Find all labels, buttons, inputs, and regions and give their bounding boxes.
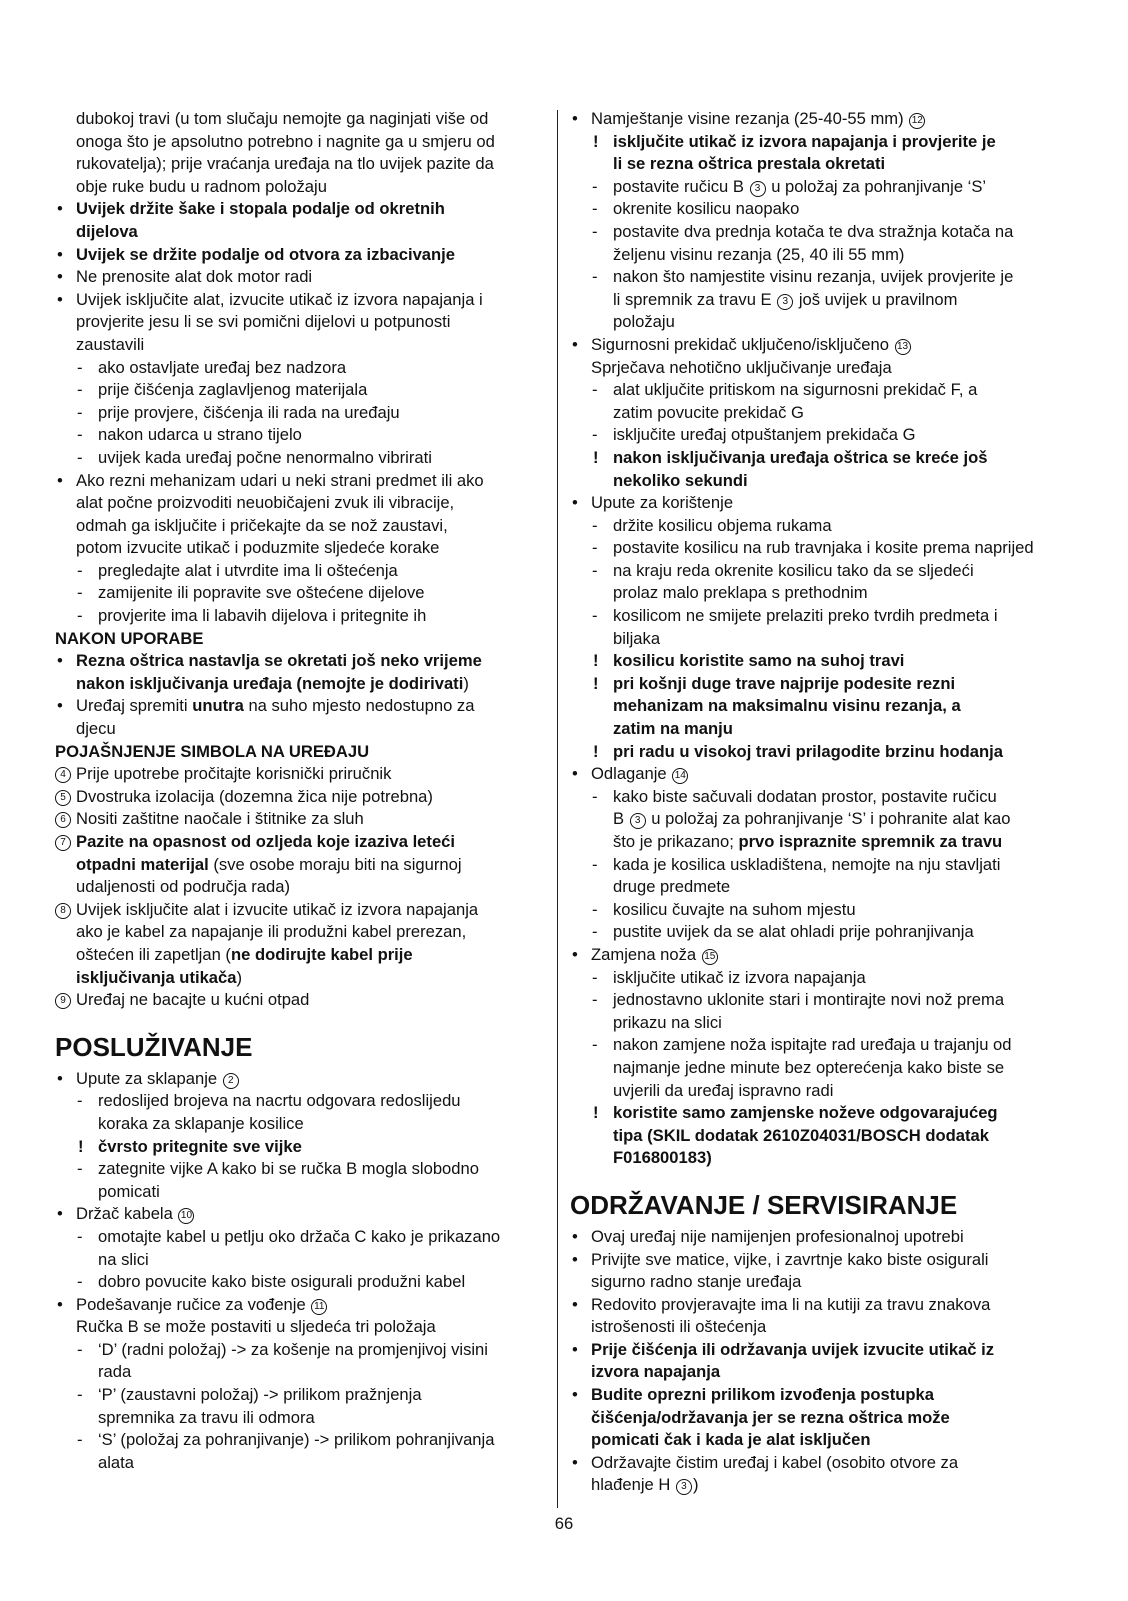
text-run: )	[463, 673, 469, 693]
dash-item-continued	[570, 695, 1078, 718]
dash-item	[55, 402, 545, 425]
text-run: spremnika za travu ili odmora	[98, 1407, 315, 1427]
warning-item	[570, 447, 1078, 470]
bullet-item	[55, 1203, 545, 1226]
text-run: zatim na manju	[613, 719, 733, 739]
text-run: rukovatelja); prije vraćanja uređaja na tlo uvijek pazite da	[76, 154, 494, 174]
dash-item-continued	[570, 1080, 1078, 1103]
text-run: zamijenite ili popravite sve oštećene dijelove	[98, 583, 425, 603]
figure-reference-icon: 12	[909, 113, 925, 129]
text-run: ako ostavljate uređaj bez nadzora	[98, 357, 347, 377]
symbol-item	[55, 899, 545, 922]
bullet-item	[55, 266, 545, 289]
dash-item	[570, 605, 1078, 628]
bullet-item	[570, 1226, 1078, 1249]
text-run: pomicati čak i kada je alat isključen	[591, 1430, 871, 1450]
text-line	[55, 153, 545, 176]
text-run: li se rezna oštrica prestala okretati	[613, 154, 886, 174]
dash-item	[570, 899, 1078, 922]
figure-reference-icon: 10	[178, 1208, 194, 1224]
text-run: Namještanje visine rezanja (25-40-55 mm)	[591, 109, 909, 128]
dash-item-continued	[570, 1147, 1078, 1170]
text-run: na slici	[98, 1249, 149, 1269]
text-run: Ovaj uređaj nije namijenjen profesionalnoj upotrebi	[591, 1226, 964, 1246]
dash-item	[55, 447, 545, 470]
left-column	[55, 108, 545, 1474]
text-run: Redovito provjeravajte ima li na kutiji za travu znakova	[591, 1294, 991, 1314]
text-line	[55, 334, 545, 357]
dash-item-continued	[570, 289, 1078, 312]
dash-item-continued	[55, 1452, 545, 1475]
text-line	[55, 673, 545, 696]
text-run: pregledajte alat i utvrdite ima li oštećenja	[98, 560, 398, 580]
bullet-item	[570, 1339, 1078, 1362]
dash-item	[570, 921, 1078, 944]
text-run: Nositi zaštitne naočale i štitnike za sluh	[76, 809, 364, 829]
dash-item-continued	[55, 1407, 545, 1430]
text-line	[55, 718, 545, 741]
text-run: Pazite na opasnost od ozljeda koje izaziva leteći	[76, 832, 456, 851]
text-run: potom izvucite utikač i poduzmite sljedeće korake	[76, 538, 440, 558]
text-line	[570, 1474, 1078, 1497]
warning-item	[570, 1102, 1078, 1125]
text-line	[570, 1429, 1078, 1452]
dash-item	[570, 786, 1078, 809]
text-run: Budite oprezni prilikom izvođenja postupka	[591, 1385, 934, 1405]
text-run: ‘D’ (radni položaj) -> za košenje na promjenjivoj visini	[98, 1339, 488, 1359]
dash-item-continued	[570, 808, 1078, 831]
dash-item	[570, 379, 1078, 402]
dash-item-continued	[570, 244, 1078, 267]
text-run: onoga što je apsolutno potrebno i nagnite ga u smjeru od	[76, 131, 495, 151]
text-run: na kraju reda okrenite kosilicu tako da se sljedeći	[613, 560, 974, 580]
text-run: Prije čišćenja ili održavanja uvijek izvucite utikač iz	[591, 1339, 995, 1359]
text-run: Sprječava nehotično uključivanje uređaja	[591, 357, 892, 377]
dash-item	[570, 560, 1078, 583]
bullet-item	[570, 108, 1078, 131]
dash-item	[55, 1384, 545, 1407]
text-line	[55, 537, 545, 560]
text-run: tipa (SKIL dodatak 2610Z04031/BOSCH dodatak	[613, 1125, 989, 1145]
text-run: prije provjere, čišćenja ili rada na uređaju	[98, 402, 400, 422]
text-run: prvo ispraznite spremnik za travu	[738, 832, 1003, 851]
text-run: Održavajte čistim uređaj i kabel (osobito otvore za	[591, 1452, 959, 1472]
text-line	[570, 1316, 1078, 1339]
text-run: na suho mjesto nedostupno za	[243, 696, 475, 716]
dash-item-continued	[570, 153, 1078, 176]
text-run: pri radu u visokoj travi prilagodite brzinu hodanja	[613, 741, 1004, 761]
text-run: koristite samo zamjenske noževe odgovarajućeg	[613, 1103, 998, 1123]
text-run: ako je kabel za napajanje ili produžni kabel prerezan,	[76, 922, 467, 942]
symbol-item	[55, 808, 545, 831]
text-run: kosilicu čuvajte na suhom mjestu	[613, 899, 856, 919]
figure-reference-icon: 3	[750, 181, 766, 197]
warning-item	[570, 673, 1078, 696]
dash-item	[55, 1090, 545, 1113]
warning-item	[55, 1136, 545, 1159]
dash-item	[55, 424, 545, 447]
text-run: dijelova	[76, 221, 138, 241]
text-line	[55, 967, 545, 990]
figure-reference-icon: 11	[311, 1299, 327, 1315]
text-run: )	[236, 967, 243, 987]
text-run: Upute za sklapanje	[76, 1068, 222, 1088]
dash-item	[55, 1158, 545, 1181]
dash-item	[570, 1034, 1078, 1057]
text-run: Sigurnosni prekidač uključeno/isključeno	[591, 334, 894, 354]
text-line	[55, 176, 545, 199]
dash-item	[55, 357, 545, 380]
text-run: provjerite jesu li se svi pomični dijelovi u potpunosti	[76, 312, 451, 332]
text-line	[55, 854, 545, 877]
text-line	[55, 921, 545, 944]
text-run: jednostavno uklonite stari i montirajte novi nož prema	[613, 990, 1005, 1010]
text-run: nekoliko sekundi	[613, 470, 748, 490]
text-run: nakon isključivanja uređaja (nemojte je dodirivati	[76, 673, 464, 693]
text-run: Ne prenosite alat dok motor radi	[76, 267, 313, 287]
text-run: Uređaj spremiti	[76, 696, 193, 716]
text-run: pomicati	[98, 1181, 160, 1201]
text-run: okrenite kosilicu naopako	[613, 199, 800, 219]
text-run: Uvijek isključite alat i izvucite utikač iz izvora napajanja	[76, 899, 479, 919]
text-run: isključivanja utikača	[76, 967, 237, 987]
bullet-item	[55, 244, 545, 267]
text-run: druge predmete	[613, 877, 731, 897]
text-run: isključite uređaj otpuštanjem prekidača G	[613, 425, 916, 445]
bullet-item	[55, 198, 545, 221]
page-number: 66	[554, 1514, 574, 1533]
symbol-item	[55, 786, 545, 809]
bullet-item	[55, 1294, 545, 1317]
text-line	[570, 1361, 1078, 1384]
symbol-number-icon: 8	[55, 903, 71, 919]
dash-item-continued	[55, 1249, 545, 1272]
dash-item	[55, 605, 545, 628]
text-run: u položaj za pohranjivanje ‘S’ i pohranite alat kao	[646, 809, 1011, 829]
chapter-heading	[55, 1032, 545, 1062]
text-run: F016800183)	[613, 1148, 712, 1168]
dash-item	[570, 221, 1078, 244]
text-line	[570, 1271, 1078, 1294]
symbol-item	[55, 989, 545, 1012]
text-run: Zamjena noža	[591, 944, 701, 964]
text-run: alata	[98, 1452, 134, 1472]
text-run: Uvijek se držite podalje od otvora za izbacivanje	[76, 244, 456, 264]
text-run: sigurno radno stanje uređaja	[591, 1272, 802, 1292]
symbol-number-icon: 7	[55, 835, 71, 851]
text-run: obje ruke budu u radnom položaju	[76, 176, 327, 196]
text-line	[570, 1407, 1078, 1430]
dash-item	[55, 1339, 545, 1362]
warning-item	[570, 131, 1078, 154]
text-run: Odlaganje	[591, 764, 672, 784]
figure-reference-icon: 3	[676, 1479, 692, 1495]
text-run: čišćenja/održavanja jer se rezna oštrica može	[591, 1407, 950, 1427]
dash-item-continued	[570, 718, 1078, 741]
text-run: položaju	[613, 312, 675, 332]
section-heading	[55, 741, 545, 764]
text-run: pustite uvijek da se alat ohladi prije pohranjivanja	[613, 922, 974, 942]
text-line	[55, 944, 545, 967]
symbol-number-icon: 5	[55, 790, 71, 806]
text-run: zatim povucite prekidač G	[613, 402, 804, 422]
text-line	[55, 492, 545, 515]
text-run: djecu	[76, 719, 116, 739]
bullet-item	[55, 650, 545, 673]
bullet-item	[570, 1249, 1078, 1272]
bullet-item	[570, 1452, 1078, 1475]
text-run: postavite dva prednja kotača te dva stražnja kotača na	[613, 221, 1014, 241]
figure-reference-icon: 15	[702, 949, 718, 965]
figure-reference-icon: 14	[672, 768, 688, 784]
text-run: zategnite vijke A kako bi se ručka B mogla slobodno	[98, 1159, 479, 1179]
dash-item	[570, 424, 1078, 447]
text-run: Uvijek isključite alat, izvucite utikač iz izvora napajanja i	[76, 289, 483, 309]
text-run: POSLUŽIVANJE	[55, 1031, 253, 1062]
chapter-heading	[570, 1190, 1078, 1220]
dash-item	[55, 1429, 545, 1452]
text-run: oštećen ili zapetljan (	[76, 944, 231, 964]
text-run: hlađenje H	[591, 1475, 675, 1495]
text-run: Držač kabela	[76, 1204, 178, 1224]
text-run: (sve osobe moraju biti na sigurnoj	[208, 854, 462, 874]
text-run: uvijek kada uređaj počne nenormalno vibrirati	[98, 447, 432, 467]
text-run: Uređaj ne bacajte u kućni otpad	[76, 990, 310, 1010]
text-run: udaljenosti od područja rada)	[76, 877, 291, 897]
text-run: odmah ga isključite i pričekajte da se nož zaustavi,	[76, 515, 448, 535]
text-run: istrošenosti ili oštećenja	[591, 1317, 767, 1337]
dash-item	[570, 176, 1078, 199]
symbol-item	[55, 763, 545, 786]
text-run: pri košnji duge trave najprije podesite rezni	[613, 673, 956, 693]
dash-item	[570, 989, 1078, 1012]
text-run: čvrsto pritegnite sve vijke	[98, 1136, 302, 1156]
text-run: u položaj za pohranjivanje ‘S’	[766, 176, 987, 196]
dash-item	[55, 379, 545, 402]
symbol-number-icon: 4	[55, 767, 71, 783]
text-run: alat počne proizvoditi neuobičajeni zvuk ili vibracije,	[76, 493, 455, 513]
text-run: ODRŽAVANJE / SERVISIRANJE	[570, 1189, 958, 1220]
section-heading	[55, 628, 545, 651]
dash-item	[570, 515, 1078, 538]
text-line	[55, 108, 545, 131]
warning-item	[570, 650, 1078, 673]
text-run: ne dodirujte kabel prije	[230, 944, 413, 964]
dash-item	[570, 266, 1078, 289]
text-line	[570, 357, 1078, 380]
bullet-item	[55, 695, 545, 718]
dash-item-continued	[570, 1125, 1078, 1148]
bullet-item	[55, 1068, 545, 1091]
text-run: rada	[98, 1362, 132, 1382]
text-run: nakon što namjestite visinu rezanja, uvijek provjerite je	[613, 267, 1014, 287]
text-run: Prije upotrebe pročitajte korisnički priručnik	[76, 764, 392, 784]
text-run: li spremnik za travu E	[613, 289, 777, 309]
text-run: prikazu na slici	[613, 1012, 722, 1032]
text-run: uvjerili da uređaj ispravno radi	[613, 1080, 834, 1100]
text-run: dobro povucite kako biste osigurali produžni kabel	[98, 1272, 466, 1292]
text-run: Rezna oštrica nastavlja se okretati još neko vrijeme	[76, 651, 482, 671]
text-run: redoslijed brojeva na nacrtu odgovara redoslijedu	[98, 1091, 461, 1111]
dash-item-continued	[55, 1113, 545, 1136]
text-run: Upute za korištenje	[591, 493, 734, 513]
dash-item-continued	[570, 311, 1078, 334]
text-run: držite kosilicu objema rukama	[613, 515, 832, 535]
warning-item	[570, 741, 1078, 764]
figure-reference-icon: 13	[895, 339, 911, 355]
text-run: Podešavanje ručice za vođenje	[76, 1294, 311, 1314]
bullet-item	[570, 334, 1078, 357]
text-run: nakon zamjene noža ispitajte rad uređaja u trajanju od	[613, 1035, 1012, 1055]
bullet-item	[570, 492, 1078, 515]
text-run: B	[613, 809, 629, 829]
figure-reference-icon: 3	[630, 813, 646, 829]
figure-reference-icon: 2	[223, 1073, 239, 1089]
text-line	[55, 311, 545, 334]
text-run: prolaz malo preklapa s prethodnim	[613, 583, 868, 603]
bullet-item	[570, 944, 1078, 967]
dash-item-continued	[570, 876, 1078, 899]
right-column	[570, 108, 1078, 1497]
text-run: dubokoj travi (u tom slučaju nemojte ga naginjati više od	[76, 109, 489, 128]
text-run: Dvostruka izolacija (dozemna žica nije potrebna)	[76, 786, 433, 806]
text-run: omotajte kabel u petlju oko držača C kako je prikazano	[98, 1226, 501, 1246]
figure-reference-icon: 3	[777, 294, 793, 310]
text-run: ‘P’ (zaustavni položaj) -> prilikom pražnjenja	[98, 1385, 422, 1405]
bullet-item	[570, 763, 1078, 786]
text-run: nakon isključivanja uređaja oštrica se kreće još	[613, 447, 988, 467]
text-run: POJAŠNJENJE SIMBOLA NA UREĐAJU	[55, 741, 370, 761]
dash-item-continued	[570, 582, 1078, 605]
text-line	[55, 515, 545, 538]
dash-item	[570, 537, 1078, 560]
dash-item-continued	[570, 470, 1078, 493]
dash-item	[55, 1271, 545, 1294]
dash-item	[55, 560, 545, 583]
text-run: biljaka	[613, 628, 661, 648]
text-run: Ako rezni mehanizam udari u neki strani predmet ili ako	[76, 470, 484, 490]
text-run: Uvijek držite šake i stopala podalje od okretnih	[76, 199, 445, 219]
symbol-item	[55, 831, 545, 854]
text-run: provjerite ima li labavih dijelova i pritegnite ih	[98, 606, 427, 626]
symbol-number-icon: 9	[55, 993, 71, 1009]
text-run: )	[692, 1475, 699, 1495]
dash-item	[570, 198, 1078, 221]
dash-item	[55, 1226, 545, 1249]
text-run: NAKON UPORABE	[55, 628, 204, 648]
text-run: još uvijek u pravilnom	[794, 289, 958, 309]
text-run: nakon udarca u strano tijelo	[98, 425, 302, 445]
dash-item	[55, 582, 545, 605]
text-run: Ručka B se može postaviti u sljedeća tri položaja	[76, 1317, 436, 1337]
bullet-item	[55, 470, 545, 493]
bullet-item	[570, 1294, 1078, 1317]
dash-item	[570, 854, 1078, 877]
text-line	[55, 1316, 545, 1339]
bullet-item	[570, 1384, 1078, 1407]
bullet-item	[55, 289, 545, 312]
text-line	[55, 131, 545, 154]
text-run: alat uključite pritiskom na sigurnosni prekidač F, a	[613, 380, 978, 400]
dash-item-continued	[55, 1181, 545, 1204]
symbol-number-icon: 6	[55, 812, 71, 828]
text-run: željenu visinu rezanja (25, 40 ili 55 mm)	[613, 244, 905, 264]
text-run: izvora napajanja	[591, 1362, 721, 1382]
dash-item-continued	[570, 628, 1078, 651]
text-run: unutra	[192, 696, 244, 716]
dash-item-continued	[570, 402, 1078, 425]
dash-item	[570, 967, 1078, 990]
text-run: isključite utikač iz izvora napajanja	[613, 967, 866, 987]
text-run: ‘S’ (položaj za pohranjivanje) -> prilikom pohranjivanja	[98, 1430, 495, 1450]
text-run: prije čišćenja zaglavljenog materijala	[98, 380, 368, 400]
column-divider	[557, 110, 558, 1508]
text-run: isključite utikač iz izvora napajanja i provjerite je	[613, 131, 996, 151]
text-run: kada je kosilica uskladištena, nemojte na nju stavljati	[613, 854, 1001, 874]
dash-item-continued	[570, 831, 1078, 854]
text-run: postavite kosilicu na rub travnjaka i kosite prema naprijed	[613, 538, 1034, 558]
text-run: otpadni materijal	[76, 854, 209, 874]
text-run: koraka za sklapanje kosilice	[98, 1113, 304, 1133]
text-line	[55, 876, 545, 899]
text-run: kosilicu koristite samo na suhoj travi	[613, 651, 905, 671]
dash-item-continued	[570, 1012, 1078, 1035]
text-run: mehanizam na maksimalnu visinu rezanja, a	[613, 696, 961, 716]
text-run: kako biste sačuvali dodatan prostor, postavite ručicu	[613, 786, 997, 806]
text-run: zaustavili	[76, 334, 145, 354]
dash-item-continued	[570, 1057, 1078, 1080]
text-run: kosilicom ne smijete prelaziti preko tvrdih predmeta i	[613, 606, 998, 626]
text-run: što je prikazano;	[613, 832, 739, 851]
dash-item-continued	[55, 1361, 545, 1384]
text-run: postavite ručicu B	[613, 176, 749, 196]
text-run: najmanje jedne minute bez opterećenja kako biste se	[613, 1057, 1005, 1077]
text-run: Privijte sve matice, vijke, i zavrtnje kako biste osigurali	[591, 1249, 989, 1269]
text-line	[55, 221, 545, 244]
